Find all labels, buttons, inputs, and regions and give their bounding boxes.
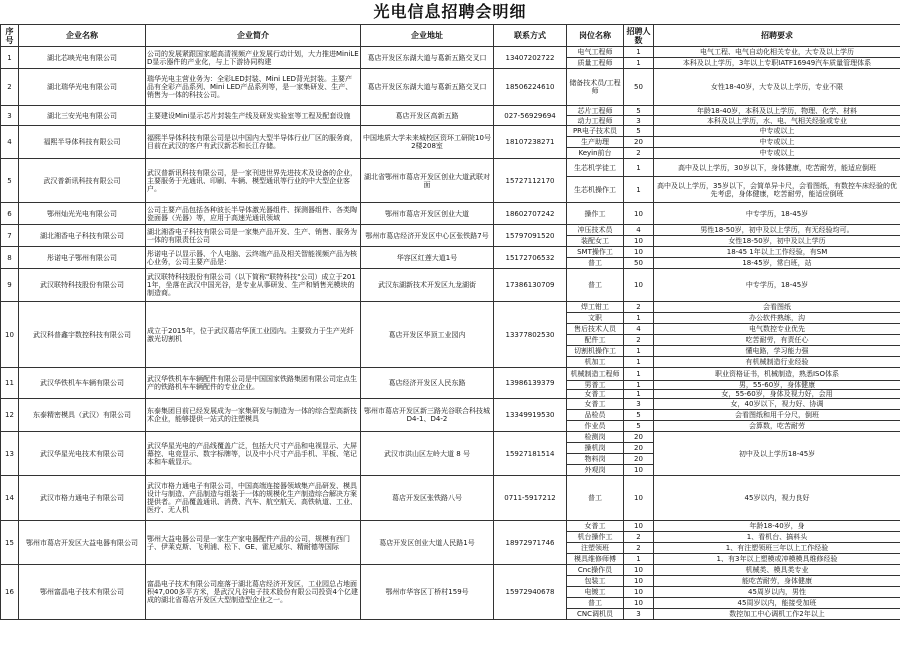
company-name: 武汉联特科技股份有限公司: [19, 269, 146, 302]
job-post: 女普工: [567, 521, 624, 532]
contact-phone: 18107238271: [494, 126, 567, 159]
job-requirement: 电气数控专业优先: [654, 324, 900, 335]
job-requirement: 会看图纸: [654, 302, 900, 313]
job-count: 5: [624, 410, 654, 421]
job-requirement: 年龄18-40岁，本科及以上学历，物理、化学、材料: [654, 106, 900, 116]
table-row: [1, 47, 900, 58]
job-post: 生芯机操作工: [567, 177, 624, 203]
job-post: 电镀工: [567, 587, 624, 598]
header-row: [1, 25, 900, 47]
job-requirement: 45周岁以内，男性: [654, 587, 900, 598]
page-title: 光电信息招聘会明细: [373, 2, 527, 21]
job-post: 女普工: [567, 390, 624, 399]
job-post: 操作工: [567, 203, 624, 225]
job-post: 冲压技术员: [567, 225, 624, 236]
company-address: 葛店经济开发区人民东路: [361, 368, 494, 399]
job-post: 生芯机学徒工: [567, 159, 624, 177]
job-post: 普工: [567, 476, 624, 521]
job-count: 4: [624, 225, 654, 236]
company-address: 葛店开发区华顶工业园内: [361, 302, 494, 368]
contact-phone: 13349919530: [494, 399, 567, 432]
job-post: 动力工程师: [567, 116, 624, 126]
company-name: 武汉华星光电技术有限公司: [19, 432, 146, 476]
company-address: 武汉市洪山区左岭大道 8 号: [361, 432, 494, 476]
company-name: 武汉市格力通电子有限公司: [19, 476, 146, 521]
job-post: 外观岗: [567, 465, 624, 476]
job-count: 10: [624, 598, 654, 609]
job-post: 物料岗: [567, 454, 624, 465]
job-requirement: 懂电路，学习能力强: [654, 346, 900, 357]
company-address: 华容区红莲大道1号: [361, 247, 494, 269]
table-row: [1, 521, 900, 532]
contact-phone: 0711-5917212: [494, 476, 567, 521]
job-requirement: 1、看机台、搞料头: [654, 532, 900, 543]
job-count: 1: [624, 381, 654, 390]
contact-phone: 13986139379: [494, 368, 567, 399]
job-count: 50: [624, 258, 654, 269]
company-intro: 武汉华星光电的产品线覆盖广泛，包括大尺寸产品和电视显示、大屏幕控、电竞显示、数字标牌等，以及中小尺寸产品手机、平板、笔记本和车载显示。: [146, 432, 361, 476]
job-count: 3: [624, 609, 654, 620]
job-count: 10: [624, 247, 654, 258]
job-requirement: 中专或以上: [654, 126, 900, 137]
job-post: 切割机操作工: [567, 346, 624, 357]
job-count: 20: [624, 137, 654, 148]
table-row: [1, 69, 900, 106]
job-count: 1: [624, 368, 654, 381]
job-requirement: 中专学历，18-45岁: [654, 269, 900, 302]
company-intro: 武汉普新讯科技有限公司，是一家刊进世界先进技术及设备的企业，主要服务于光通讯、印刷、车辆、模型通讯等行业的中大型企业客户。: [146, 159, 361, 203]
job-requirement: 本科及以上学历，3年以上专职IATF16949汽车质量管理体系: [654, 58, 900, 69]
company-address: 葛店开发区高新五路: [361, 106, 494, 126]
job-post: 售后技术人员: [567, 324, 624, 335]
company-name: 福熙半导体科技有限公司: [19, 126, 146, 159]
header-intro: 企业简介: [146, 25, 361, 47]
job-requirement: 18-45岁，常白班，站: [654, 258, 900, 269]
job-post: 男普工: [567, 381, 624, 390]
job-count: 10: [624, 587, 654, 598]
job-count: 5: [624, 421, 654, 432]
job-requirement: 女，40岁以下，视力好、协调: [654, 399, 900, 410]
job-post: 作业员: [567, 421, 624, 432]
job-post: 普工: [567, 269, 624, 302]
job-count: 1: [624, 357, 654, 368]
job-count: 1: [624, 177, 654, 203]
job-post: 机械制造工程师: [567, 368, 624, 381]
company-name: 武汉华铁机车车辆有限公司: [19, 368, 146, 399]
job-count: 1: [624, 159, 654, 177]
job-post: 焊工钳工: [567, 302, 624, 313]
header-post: 岗位名称: [567, 25, 624, 47]
job-post: 机台操作工: [567, 532, 624, 543]
contact-phone: 17386130709: [494, 269, 567, 302]
company-address: 鄂州市葛店经济开发区中心区张铁路7号: [361, 225, 494, 247]
table-row: [1, 476, 900, 521]
company-name: 湖北三安光电有限公司: [19, 106, 146, 126]
job-post: 模具维修师傅: [567, 554, 624, 565]
company-address: 武汉东湖新技术开发区九龙湖街: [361, 269, 494, 302]
table-row: [1, 203, 900, 225]
contact-phone: 13377802530: [494, 302, 567, 368]
job-count: 10: [624, 476, 654, 521]
company-address: 湖北省鄂州市葛店开发区创业大道武联对面: [361, 159, 494, 203]
header-no: 序号: [1, 25, 19, 47]
job-requirement: 吃苦耐劳，有责任心: [654, 335, 900, 346]
job-requirement: 1、有3年以上塑模或冲模模具维修经验: [654, 554, 900, 565]
job-count: 10: [624, 521, 654, 532]
company-address: 葛店开发区东湖大道与葛新五路交叉口: [361, 69, 494, 106]
job-requirement: 数控加工中心调机工作2年以上: [654, 609, 900, 620]
job-requirement: 会算数，吃苦耐劳: [654, 421, 900, 432]
row-number: 10: [1, 302, 19, 368]
job-post: 芯片工程师: [567, 106, 624, 116]
job-requirement: 办公软件熟练，沟: [654, 313, 900, 324]
job-requirement: 男，55-60岁，身体健康: [654, 381, 900, 390]
company-address: 葛店开发区东湖大道与葛新五路交叉口: [361, 47, 494, 69]
table-row: [1, 269, 900, 302]
row-number: 6: [1, 203, 19, 225]
job-post: 普工: [567, 258, 624, 269]
job-requirement: 1、有注塑领班三年以上工作经验: [654, 543, 900, 554]
job-requirement: 中专或以上: [654, 148, 900, 159]
job-requirement: 职业资格证书，机械制造，熟悉ISO体系: [654, 368, 900, 381]
row-number: 1: [1, 47, 19, 69]
job-post: 配件工: [567, 335, 624, 346]
table-row: [1, 368, 900, 381]
job-count: 1: [624, 554, 654, 565]
company-address: 鄂州市葛店开发区创业大道: [361, 203, 494, 225]
table-row: [1, 565, 900, 576]
job-count: 1: [624, 346, 654, 357]
job-requirement: 高中及以上学历，30岁以下，身体健康，吃苦耐劳，能适应倒班: [654, 159, 900, 177]
job-requirement: 本科及以上学历，水、电、气相关经验或专业: [654, 116, 900, 126]
contact-phone: 15727112170: [494, 159, 567, 203]
row-number: 9: [1, 269, 19, 302]
job-requirement: 初中及以上学历18-45岁: [654, 432, 900, 476]
job-post: 检测岗: [567, 432, 624, 443]
company-name: 鄂州市葛店开发区大益电器有限公司: [19, 521, 146, 565]
job-requirement: 女，55-60岁，身体及视力好，会用: [654, 390, 900, 399]
row-number: 4: [1, 126, 19, 159]
company-address: 中国地质大学未来城校区资环工研院10号2楼208室: [361, 126, 494, 159]
job-post: 储备技术员/工程师: [567, 69, 624, 106]
job-post: 文职: [567, 313, 624, 324]
header-address: 企业地址: [361, 25, 494, 47]
job-post: SMT操作工: [567, 247, 624, 258]
company-name: 武汉科普鑫宇数控科技有限公司: [19, 302, 146, 368]
row-number: 3: [1, 106, 19, 126]
job-count: 4: [624, 324, 654, 335]
recruitment-table: [0, 24, 900, 620]
job-count: 1: [624, 313, 654, 324]
company-address: 鄂州市华容区丁桥村159号: [361, 565, 494, 620]
row-number: 2: [1, 69, 19, 106]
company-name: 鄂州灿光光电有限公司: [19, 203, 146, 225]
job-requirement: 有机械制造行业经验: [654, 357, 900, 368]
job-requirement: 45岁以内，视力良好: [654, 476, 900, 521]
job-count: 5: [624, 126, 654, 137]
contact-phone: 13407202722: [494, 47, 567, 69]
job-count: 10: [624, 203, 654, 225]
job-count: 50: [624, 69, 654, 106]
job-post: 质量工程师: [567, 58, 624, 69]
job-count: 2: [624, 543, 654, 554]
table-row: [1, 225, 900, 236]
company-intro: 彤诺电子以显示器、个人电脑、云终端产品及相关智能视频产品为核心业务，公司主要产品是：: [146, 247, 361, 269]
company-intro: 富晶电子技术有限公司座落于湖北葛店经济开发区，工业园总占地面积47,000多平方米，是武汉凡谷电子技术股份有限公司投资4个亿建成的湖北省葛店开发区大型制造型企业之一。: [146, 565, 361, 620]
company-intro: 瑞华光电主营业务为：全彩LED封装、Mini LED背光封装。主要产品有全彩产品系列、Mini LED产品系列等，是一家集研发、生产、销售为一体的科技公司。: [146, 69, 361, 106]
job-count: 1: [624, 58, 654, 69]
job-post: Cnc操作员: [567, 565, 624, 576]
company-intro: 主要建设Mini显示芯片封装生产线及研发实验室等工程及配套设施: [146, 106, 361, 126]
job-requirement: 能吃苦耐劳，身体健康: [654, 576, 900, 587]
contact-phone: 15972940678: [494, 565, 567, 620]
job-count: 10: [624, 576, 654, 587]
row-number: 12: [1, 399, 19, 432]
company-intro: 武汉华铁机车车辆配件有限公司是中国国家铁路集团有限公司定点生产的铁路机车车辆配件的专业企业。: [146, 368, 361, 399]
job-post: 注塑领班: [567, 543, 624, 554]
company-intro: 公司主要产品包括各种波长半导体激光器组件、探测器组件、各类陶瓷面器（光器）等，应用于高速光通讯领域: [146, 203, 361, 225]
job-requirement: 18-45 1年以上工作经验，有SM: [654, 247, 900, 258]
header-count: 招聘人数: [624, 25, 654, 47]
job-count: 1: [624, 47, 654, 58]
job-requirement: 女性18-40岁，大专及以上学历，专业不限: [654, 69, 900, 106]
job-count: 2: [624, 302, 654, 313]
company-intro: 湖北湘香电子科技有限公司是一家集产品开发、生产、销售、服务为一体的有限责任公司: [146, 225, 361, 247]
job-requirement: 年龄18-40岁，身: [654, 521, 900, 532]
company-name: 彤诺电子鄂州有限公司: [19, 247, 146, 269]
contact-phone: 15927181514: [494, 432, 567, 476]
company-name: 鄂州富晶电子技术有限公司: [19, 565, 146, 620]
row-number: 7: [1, 225, 19, 247]
header-requirement: 招聘要求: [654, 25, 900, 47]
row-number: 5: [1, 159, 19, 203]
row-number: 11: [1, 368, 19, 399]
job-count: 20: [624, 443, 654, 454]
job-post: 女普工: [567, 399, 624, 410]
job-requirement: 高中及以上学历，35岁以下，会简单异卡尺，会看图纸，有数控车床经验的优先考虑，身体健康，吃苦耐劳，能适应倒班: [654, 177, 900, 203]
job-count: 20: [624, 432, 654, 443]
job-requirement: 45周岁以内，能接受加班: [654, 598, 900, 609]
job-count: 1: [624, 390, 654, 399]
company-intro: 鄂州大益电器公司是一家生产家电器配件产品的公司，规模有西门子、伊莱克斯、飞利浦、松下、GE、霍尼威尔、精耐德等国际: [146, 521, 361, 565]
company-name: 东泰精密模具（武汉）有限公司: [19, 399, 146, 432]
job-count: 10: [624, 236, 654, 247]
contact-phone: 18972971746: [494, 521, 567, 565]
company-intro: 东泰集团目前已经发展成为一家集研发与制造为一体的综合型高新技术企业，能够提供一站式的注塑模具: [146, 399, 361, 432]
job-count: 10: [624, 465, 654, 476]
company-intro: 武汉联特科技股份有限公司（以下简称"联特科技"公司）成立于2011年，坐落在武汉中国光谷，是专业从事研发、生产和销售光模块的制造商。: [146, 269, 361, 302]
row-number: 16: [1, 565, 19, 620]
row-number: 8: [1, 247, 19, 269]
job-post: CNC调机员: [567, 609, 624, 620]
job-post: Keyin前台: [567, 148, 624, 159]
contact-phone: 18602707242: [494, 203, 567, 225]
job-post: 普工: [567, 598, 624, 609]
job-requirement: 男性18-50岁，初中及以上学历，有无经验均可。: [654, 225, 900, 236]
job-requirement: 电气工程、电气自动化相关专业，大专及以上学历: [654, 47, 900, 58]
table-row: [1, 106, 900, 116]
company-intro: 成立于2015年，位于武汉葛店华顶工业园内。主要致力于生产光纤激光切割机: [146, 302, 361, 368]
job-requirement: 中专学历，18-45岁: [654, 203, 900, 225]
company-name: 湖北湘香电子科技有限公司: [19, 225, 146, 247]
job-requirement: 机械类、模具类专业: [654, 565, 900, 576]
job-post: 机加工: [567, 357, 624, 368]
row-number: 13: [1, 432, 19, 476]
job-post: 包装工: [567, 576, 624, 587]
company-name: 武汉普新讯科技有限公司: [19, 159, 146, 203]
job-count: 3: [624, 116, 654, 126]
row-number: 14: [1, 476, 19, 521]
company-address: 鄂州市葛店开发区新三路光谷联合科技城D4-1、D4-2: [361, 399, 494, 432]
table-row: [1, 247, 900, 258]
job-post: 装配女工: [567, 236, 624, 247]
table-row: [1, 159, 900, 177]
job-post: PR电子技术员: [567, 126, 624, 137]
job-post: 电气工程师: [567, 47, 624, 58]
row-number: 15: [1, 521, 19, 565]
header-contact: 联系方式: [494, 25, 567, 47]
company-name: 湖北瑞华光电有限公司: [19, 69, 146, 106]
job-count: 2: [624, 532, 654, 543]
header-company: 企业名称: [19, 25, 146, 47]
job-post: 品检员: [567, 410, 624, 421]
table-row: [1, 126, 900, 137]
company-intro: 福熙半导体科技有限公司是以中国内大型半导体行业厂区的服务商，目前在武汉的客户有武汉新芯和长江存储。: [146, 126, 361, 159]
job-count: 5: [624, 106, 654, 116]
table-row: [1, 302, 900, 313]
contact-phone: 18506224610: [494, 69, 567, 106]
company-intro: 武汉市格力通电子有限公司，中国高端连接器领域集产品研发、模具设计与制造、产品制造与组装于一体的规模化生产制造综合解决方案提供者。产品覆盖通讯、消费、汽车、航空航天、高铁轨道、工业、医疗、无人机: [146, 476, 361, 521]
table-row: [1, 399, 900, 410]
job-count: 2: [624, 335, 654, 346]
job-requirement: 女性18-50岁，初中及以上学历: [654, 236, 900, 247]
company-address: 葛店开发区创业大道人民路1号: [361, 521, 494, 565]
contact-phone: 15797091520: [494, 225, 567, 247]
job-post: 生产助理: [567, 137, 624, 148]
job-count: 20: [624, 454, 654, 465]
job-count: 10: [624, 269, 654, 302]
job-requirement: 中专或以上: [654, 137, 900, 148]
company-address: 葛店开发区张铁路八号: [361, 476, 494, 521]
job-count: 3: [624, 399, 654, 410]
contact-phone: 15172706532: [494, 247, 567, 269]
company-intro: 公司的发展紧跟国家超高清视频产业发展行动计划，大力推进MiniLED显示器件的产业化，与上下游协同构建: [146, 47, 361, 69]
company-name: 湖北芯映光电有限公司: [19, 47, 146, 69]
table-row: [1, 432, 900, 443]
contact-phone: 027-56929694: [494, 106, 567, 126]
job-count: 10: [624, 565, 654, 576]
job-count: 2: [624, 148, 654, 159]
job-post: 操机岗: [567, 443, 624, 454]
job-requirement: 会看图纸和用千分尺，倒班: [654, 410, 900, 421]
